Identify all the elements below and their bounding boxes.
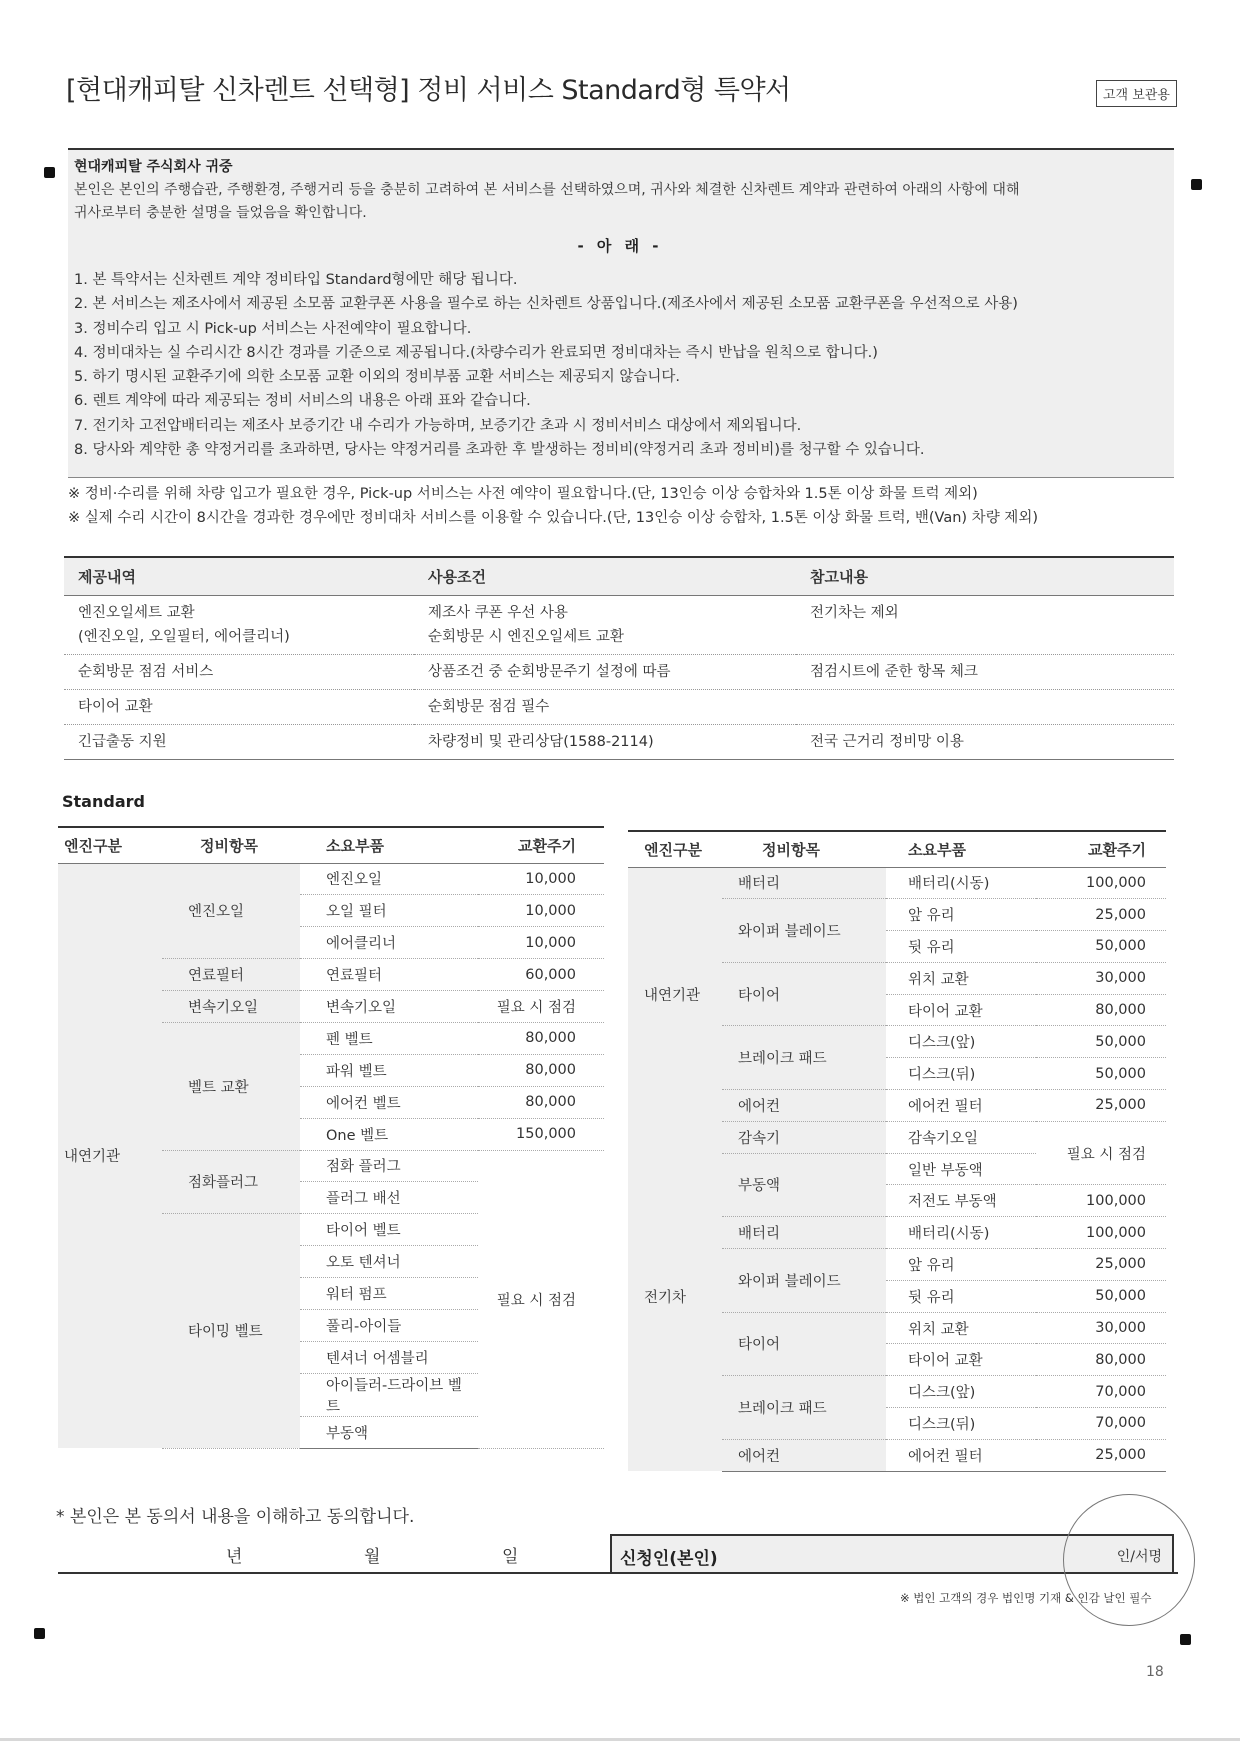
part: 위치 교환 (886, 962, 1036, 994)
table-row (64, 724, 1174, 759)
part: 타이어 교환 (886, 994, 1036, 1026)
agreement-item: 3. 정비수리 입고 시 Pick-up 서비스는 사전예약이 필요합니다. (74, 320, 472, 337)
cycle: 100,000 (1036, 1217, 1166, 1249)
part: 디스크(뒤) (886, 1408, 1036, 1440)
cycle: 10,000 (478, 895, 604, 927)
service-item: 브레이크 패드 (722, 1376, 886, 1440)
part: 디스크(앞) (886, 1026, 1036, 1058)
service-item: 와이퍼 블레이드 (722, 899, 886, 963)
cycle: 100,000 (1036, 867, 1166, 899)
part: 감속기오일 (886, 1121, 1036, 1153)
page-number: 18 (1146, 1664, 1164, 1680)
column-header: 엔진구분 (628, 831, 722, 867)
part: 뒷 유리 (886, 1280, 1036, 1312)
cycle: 필요 시 점검 (478, 1150, 604, 1448)
registration-mark (34, 1628, 45, 1639)
addressee: 현대캐피탈 주식회사 귀중 (74, 159, 233, 175)
service-item (64, 595, 414, 654)
part: 위치 교환 (886, 1312, 1036, 1344)
service-item: 엔진오일 (162, 863, 300, 959)
cycle: 70,000 (1036, 1376, 1166, 1408)
column-header: 소요부품 (300, 827, 478, 863)
engine-type: 내연기관 (628, 867, 722, 1121)
column-header: 제공내역 (64, 557, 414, 595)
agreement-item: 5. 하기 명시된 교환주기에 의한 소모품 교환 이외의 정비부품 교환 서비스는 제공되지 않습니다. (74, 369, 681, 386)
cycle: 30,000 (1036, 962, 1166, 994)
service-item: 에어컨 (722, 1090, 886, 1122)
service-item: 타이밍 벨트 (162, 1214, 300, 1448)
applicant-label: 신청인(본인) (620, 1549, 718, 1569)
below-title: - 아 래 - (577, 237, 663, 255)
cycle: 100,000 (1036, 1185, 1166, 1217)
signature-circle[interactable] (1063, 1494, 1195, 1626)
parts-header-row (628, 831, 1166, 867)
agreement-item: 7. 전기차 고전압배터리는 제조사 보증기간 내 수리가 가능하며, 보증기간 초과 시 정비서비스 대상에서 제외됩니다. (74, 417, 802, 434)
part: 파워 벨트 (300, 1054, 478, 1086)
cycle: 25,000 (1036, 899, 1166, 931)
cycle: 50,000 (1036, 1280, 1166, 1312)
month-field[interactable]: 월 (364, 1547, 381, 1567)
service-reference: 점검시트에 준한 항목 체크 (796, 654, 1174, 689)
agreement-item: 2. 본 서비스는 제조사에서 제공된 소모품 교환쿠폰 사용을 필수로 하는 신차렌트 상품입니다.(제조사에서 제공된 소모품 교환쿠폰을 우선적으로 사용) (74, 296, 1018, 313)
service-item: 에어컨 (722, 1439, 886, 1471)
part: 앞 유리 (886, 899, 1036, 931)
service-condition: 순회방문 점검 필수 (414, 689, 796, 724)
service-header-row (64, 557, 1174, 595)
agreement-intro (74, 179, 1166, 225)
condition-line: 제조사 쿠폰 우선 사용 (428, 604, 568, 621)
service-item: 브레이크 패드 (722, 1026, 886, 1090)
part: 디스크(앞) (886, 1376, 1036, 1408)
engine-type: 전기차 (628, 1121, 722, 1471)
sign-label: 인/서명 (1116, 1549, 1162, 1565)
consent-statement: * 본인은 본 동의서 내용을 이해하고 동의합니다. (56, 1507, 415, 1527)
cycle: 80,000 (478, 1086, 604, 1118)
part: 디스크(뒤) (886, 1058, 1036, 1090)
service-item: 타이어 (722, 1312, 886, 1376)
service-condition (414, 595, 796, 654)
service-item: 배터리 (722, 1217, 886, 1249)
agreement-item: 6. 렌트 계약에 따라 제공되는 정비 서비스의 내용은 아래 표와 같습니다. (74, 393, 531, 410)
cycle: 150,000 (478, 1118, 604, 1150)
part: 에어클리너 (300, 927, 478, 959)
service-item-line: 엔진오일세트 교환 (78, 604, 195, 621)
table-row (628, 1121, 1166, 1153)
corporate-note: ※ 법인 고객의 경우 법인명 기재 & 인감 날인 필수 (900, 1591, 1152, 1605)
service-reference: 전국 근거리 정비망 이용 (796, 724, 1174, 759)
agreement-box (68, 148, 1174, 478)
cycle: 80,000 (1036, 1344, 1166, 1376)
part: 부동액 (300, 1416, 478, 1448)
cycle: 25,000 (1036, 1249, 1166, 1281)
service-item: 와이퍼 블레이드 (722, 1249, 886, 1313)
year-field[interactable]: 년 (226, 1547, 243, 1567)
part: 뒷 유리 (886, 931, 1036, 963)
cycle: 30,000 (1036, 1312, 1166, 1344)
column-header: 정비항목 (162, 827, 300, 863)
cycle: 50,000 (1036, 1026, 1166, 1058)
part: 연료필터 (300, 959, 478, 991)
service-reference (796, 689, 1174, 724)
table-row (64, 595, 1174, 654)
cycle: 70,000 (1036, 1408, 1166, 1440)
part: 플러그 배선 (300, 1182, 478, 1214)
part: 타이어 교환 (886, 1344, 1036, 1376)
service-item-line: (엔진오일, 오일필터, 에어클리너) (78, 628, 290, 645)
column-header: 정비항목 (722, 831, 886, 867)
cycle: 80,000 (478, 1022, 604, 1054)
service-item: 타이어 교환 (64, 689, 414, 724)
part: 에어컨 필터 (886, 1439, 1036, 1471)
table-row (64, 689, 1174, 724)
service-item: 연료필터 (162, 959, 300, 991)
part: 일반 부동액 (886, 1153, 1036, 1185)
service-condition: 상품조건 중 순회방문주기 설정에 따름 (414, 654, 796, 689)
part: 펜 벨트 (300, 1022, 478, 1054)
registration-mark (1180, 1634, 1191, 1645)
part: 워터 펌프 (300, 1278, 478, 1310)
column-header: 소요부품 (886, 831, 1036, 867)
part: 풀리-아이들 (300, 1309, 478, 1341)
copy-badge: 고객 보관용 (1096, 80, 1177, 107)
table-row (628, 867, 1166, 899)
part: 배터리(시동) (886, 867, 1036, 899)
cycle: 10,000 (478, 927, 604, 959)
cycle: 50,000 (1036, 931, 1166, 963)
service-item: 순회방문 점검 서비스 (64, 654, 414, 689)
scan-edge (0, 1738, 1240, 1741)
engine-type: 내연기관 (58, 863, 162, 1448)
signature-row (58, 1534, 1178, 1574)
cycle: 50,000 (1036, 1058, 1166, 1090)
part: 점화 플러그 (300, 1150, 478, 1182)
condition-line: 순회방문 시 엔진오일세트 교환 (428, 628, 624, 645)
column-header: 사용조건 (414, 557, 796, 595)
table-row (64, 654, 1174, 689)
part: One 벨트 (300, 1118, 478, 1150)
service-item: 긴급출동 지원 (64, 724, 414, 759)
service-reference: 전기차는 제외 (796, 595, 1174, 654)
cycle: 60,000 (478, 959, 604, 991)
agreement-item: 4. 정비대차는 실 수리시간 8시간 경과를 기준으로 제공됩니다.(차량수리가 완료되면 정비대차는 즉시 반납을 원칙으로 합니다.) (74, 344, 878, 361)
part: 변속기오일 (300, 991, 478, 1023)
cycle: 10,000 (478, 863, 604, 895)
intro-line: 귀사로부터 충분한 설명을 들었음을 확인합니다. (74, 205, 367, 221)
service-condition: 차량정비 및 관리상담(1588-2114) (414, 724, 796, 759)
table-row (58, 863, 604, 895)
part: 엔진오일 (300, 863, 478, 895)
service-item: 점화플러그 (162, 1150, 300, 1214)
note-line: ※ 실제 수리 시간이 8시간을 경과한 경우에만 정비대차 서비스를 이용할 수 있습니다.(단, 13인승 이상 승합차, 1.5톤 이상 화물 트럭, 밴(Van) 차량 제외) (68, 510, 1038, 526)
service-item: 변속기오일 (162, 991, 300, 1023)
part: 오토 텐셔너 (300, 1246, 478, 1278)
agreement-item: 8. 당사와 계약한 총 약정거리를 초과하면, 당사는 약정거리를 초과한 후 발생하는 정비비(약정거리 초과 정비비)를 청구할 수 있습니다. (74, 442, 925, 459)
part: 텐셔너 어셈블리 (300, 1341, 478, 1373)
day-field[interactable]: 일 (502, 1547, 519, 1567)
cycle: 25,000 (1036, 1090, 1166, 1122)
service-table (64, 556, 1174, 760)
part: 저전도 부동액 (886, 1185, 1036, 1217)
registration-mark (1191, 179, 1202, 190)
service-item: 감속기 (722, 1121, 886, 1153)
cycle: 25,000 (1036, 1439, 1166, 1471)
cycle: 80,000 (1036, 994, 1166, 1026)
part: 배터리(시동) (886, 1217, 1036, 1249)
part: 타이어 벨트 (300, 1214, 478, 1246)
column-header: 교환주기 (1036, 831, 1166, 867)
intro-line: 본인은 본인의 주행습관, 주행환경, 주행거리 등을 충분히 고려하여 본 서비스를 선택하였으며, 귀사와 체결한 신차렌트 계약과 관련하여 아래의 사항에 대해 (74, 182, 1020, 198)
registration-mark (44, 167, 55, 178)
part: 에어컨 필터 (886, 1090, 1036, 1122)
notes (68, 482, 1174, 530)
cycle: 80,000 (478, 1054, 604, 1086)
left-parts-table (58, 826, 604, 1449)
part: 에어컨 벨트 (300, 1086, 478, 1118)
part: 오일 필터 (300, 895, 478, 927)
part: 아이들러-드라이브 벨트 (300, 1373, 478, 1416)
page-title: [현대캐피탈 신차렌트 선택형] 정비 서비스 Standard형 특약서 (66, 75, 791, 106)
section-label: Standard (62, 792, 145, 811)
agreement-items (74, 268, 1166, 462)
note-line: ※ 정비·수리를 위해 차량 입고가 필요한 경우, Pick-up 서비스는 사전 예약이 필요합니다.(단, 13인승 이상 승합차와 1.5톤 이상 화물 트럭 제외) (68, 486, 978, 502)
right-parts-table (628, 830, 1166, 1472)
agreement-item: 1. 본 특약서는 신차렌트 계약 정비타입 Standard형에만 해당 됩니다. (74, 272, 518, 288)
service-item: 타이어 (722, 962, 886, 1026)
cycle: 필요 시 점검 (478, 991, 604, 1023)
parts-header-row (58, 827, 604, 863)
service-item: 벨트 교환 (162, 1022, 300, 1150)
cycle: 필요 시 점검 (1036, 1121, 1166, 1185)
column-header: 참고내용 (796, 557, 1174, 595)
service-item: 부동액 (722, 1153, 886, 1217)
column-header: 엔진구분 (58, 827, 162, 863)
part: 앞 유리 (886, 1249, 1036, 1281)
column-header: 교환주기 (478, 827, 604, 863)
service-item: 배터리 (722, 867, 886, 899)
